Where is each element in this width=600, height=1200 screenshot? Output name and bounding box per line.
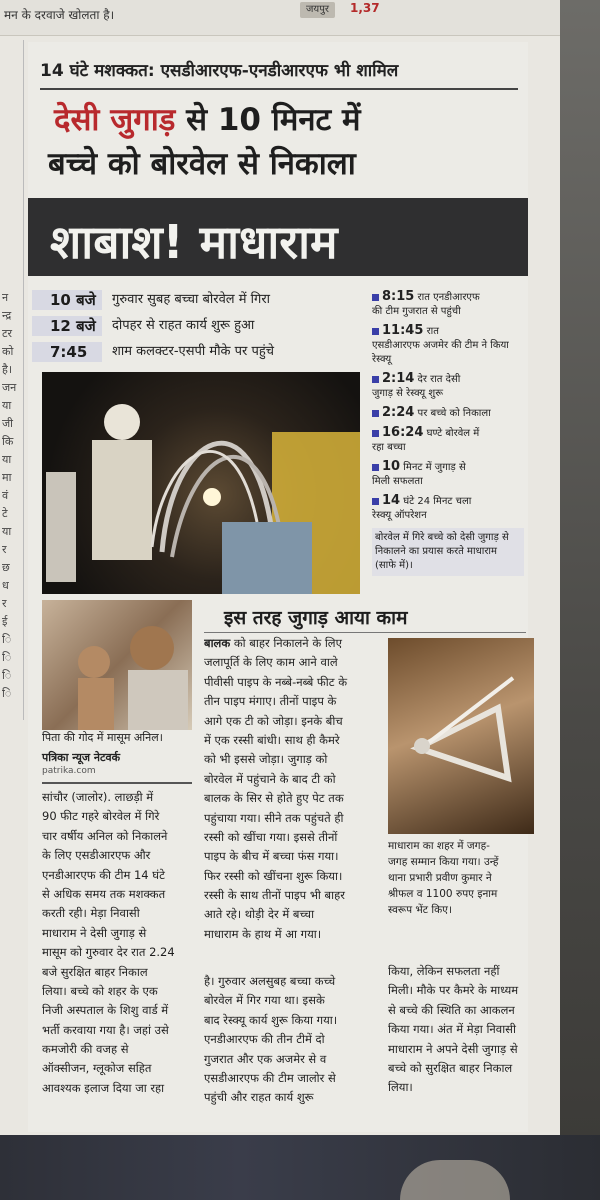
body-line: किया गया। अंत में मेड़ा निवासी xyxy=(388,1022,516,1037)
body-line: मासूम को गुरुवार देर रात 2.24 xyxy=(42,945,175,960)
page-count: 1,37 xyxy=(350,1,380,15)
square-bullet-icon xyxy=(372,376,379,383)
table-edge-right xyxy=(560,0,600,1200)
kicker-rule xyxy=(40,88,518,90)
body-line: सांचौर (जालोर). लाछड़ी में xyxy=(42,790,154,804)
right-timeline-item: 2:24 पर बच्चे को निकाला xyxy=(372,406,524,421)
edge-text: मा xyxy=(2,471,12,484)
edge-text: या xyxy=(2,525,12,538)
right-timeline-item: 11:45 रात एसडीआरएफ अजमेर की टीम ने किया रेस्क्यू xyxy=(372,323,509,365)
section-rule xyxy=(204,632,526,633)
timeline-time: 7:45 xyxy=(32,342,102,362)
top-tagline: मन के दरवाजे खोलता है। xyxy=(4,8,115,22)
body-line: निजी अस्पताल के शिशु वार्ड में xyxy=(42,1003,169,1018)
body-line: पहुंचाया गया। सीने तक पहुंचते ही xyxy=(204,810,344,825)
body-line-text: को बाहर निकालने के लिए xyxy=(230,636,342,650)
body-line: है। गुरुवार अलसुबह बच्चा कच्चे xyxy=(204,974,336,988)
body-line: मिली। मौके पर कैमरे के माध्यम xyxy=(388,983,519,998)
headline-line-1 xyxy=(54,100,524,140)
edge-text: र xyxy=(2,543,7,556)
table-edge-bottom xyxy=(0,1135,600,1200)
body-line: को भी इससे जोड़ा। जुगाड़ को xyxy=(204,752,328,767)
timeline-desc: गुरुवार सुबह बच्चा बोरवेल में गिरा xyxy=(112,292,271,307)
main-story xyxy=(28,42,528,1132)
body-line: पीवीसी पाइप के नब्बे-नब्बे फीट के xyxy=(204,674,348,689)
body-line: से अधिक समय तक मशक्कत xyxy=(42,886,166,901)
body-line: जलापूर्ति के लिए काम आने वाले xyxy=(204,655,338,670)
pipe-photo-caption xyxy=(388,838,534,918)
body-line: फिर रस्सी को खींचना शुरू किया। xyxy=(204,868,343,883)
body-line: बजे सुरक्षित बाहर निकाल xyxy=(42,964,148,979)
edge-text: टर xyxy=(2,327,13,340)
edge-text: जी xyxy=(2,417,14,430)
edge-text: जन xyxy=(2,381,17,394)
caption-line: श्रीफल व 1100 रुपए इनाम xyxy=(388,888,498,900)
edge-text: या xyxy=(2,453,12,466)
right-timeline-item: 10 मिनट में जुगाड़ से मिली सफलता xyxy=(372,459,466,487)
body-line: लिया। बच्चे को शहर के एक xyxy=(42,983,158,998)
rescue-scene-illustration xyxy=(42,372,360,594)
byline: पत्रिका न्यूज नेटवर्क xyxy=(42,751,121,764)
edge-text: ि xyxy=(2,633,12,646)
edge-text: कि xyxy=(2,435,14,448)
body-line: बाद रेस्क्यू कार्य शुरू किया गया। xyxy=(204,1012,338,1027)
square-bullet-icon xyxy=(372,294,379,301)
caption-line: थाना प्रभारी प्रवीण कुमार ने xyxy=(388,872,492,884)
caption-line: स्वरूप भेंट किए। xyxy=(388,904,452,916)
edge-text: वं xyxy=(2,489,9,502)
right-timeline-item: 14 घंटे 24 मिनट चला रेस्क्यू ऑपरेशन xyxy=(372,493,472,521)
body-line: आवश्यक इलाज दिया जा रहा xyxy=(42,1080,165,1095)
body-line: पहुंची और राहत कार्य शुरू xyxy=(204,1090,314,1105)
body-line: एनडीआरएफ की टीम 14 घंटे xyxy=(42,867,165,882)
edge-text: ध xyxy=(2,579,9,592)
father-child-illustration xyxy=(42,600,192,730)
body-line: लिया। xyxy=(388,1080,413,1095)
body-line: पाइप के बीच में बच्चा फंस गया। xyxy=(204,849,339,864)
edge-text: ि xyxy=(2,687,12,700)
body-line: में एक रस्सी बांधी। साथ ही कैमरे xyxy=(204,732,340,747)
body-line: भर्ती करवाया गया है। जहां उसे xyxy=(42,1022,169,1037)
lead-word: बालक xyxy=(204,636,231,650)
body-line: एनडीआरएफ की तीन टीमें दो xyxy=(204,1032,325,1047)
body-column-a xyxy=(42,788,200,1098)
timeline-row xyxy=(32,316,362,336)
body-column-d xyxy=(388,962,528,1098)
body-line: बच्चे को सुरक्षित बाहर निकाल xyxy=(388,1060,513,1075)
body-line: के लिए एसडीआरएफ और xyxy=(42,848,151,863)
shabash-text: शाबाश! माधाराम xyxy=(50,215,338,269)
shabash-banner xyxy=(28,198,528,276)
square-bullet-icon xyxy=(372,498,379,505)
body-line: माधाराम के हाथ में आ गया। xyxy=(204,926,322,941)
body-line: किया, लेकिन सफलता नहीं xyxy=(388,964,500,978)
right-timeline-item: 2:14 देर रात देसी जुगाड़ से रेस्क्यू शुरू xyxy=(372,371,461,399)
body-line: करती रही। मेड़ा निवासी xyxy=(42,906,140,921)
byline-rule xyxy=(42,782,192,784)
headline-red-part: देसी जुगाड़ xyxy=(54,102,176,138)
pipe-jugaad-photo xyxy=(388,638,534,834)
edge-text: र xyxy=(2,597,7,610)
pipe-device-illustration xyxy=(388,638,534,834)
timeline-desc: दोपहर से राहत कार्य शुरू हुआ xyxy=(112,318,255,333)
body-line: से बच्चे की स्थिति का आकलन xyxy=(388,1002,515,1017)
rescue-photo xyxy=(42,372,360,594)
square-bullet-icon xyxy=(372,410,379,417)
square-bullet-icon xyxy=(372,430,379,437)
body-line: एसडीआरएफ की टीम जालोर से xyxy=(204,1070,336,1085)
right-timeline-item: 8:15 रात एनडीआरएफ की टीम गुजरात से पहुंची xyxy=(372,289,480,317)
headline-line-2: बच्चे को बोरवेल से निकाला xyxy=(48,146,356,182)
timeline-desc: शाम कलक्टर-एसपी मौके पर पहुंचे xyxy=(112,344,275,359)
square-bullet-icon xyxy=(372,328,379,335)
edge-text: या xyxy=(2,399,12,412)
edge-text: टे xyxy=(2,507,8,520)
body-line: रस्सी को खींचा गया। इससे तीनों xyxy=(204,829,338,844)
body-line: कमजोरी की वजह से xyxy=(42,1042,129,1057)
section-title: इस तरह जुगाड़ आया काम xyxy=(224,607,408,629)
body-line: बोरवेल में पहुंचाने के बाद टी को xyxy=(204,771,336,786)
edge-text: ि xyxy=(2,669,12,682)
square-bullet-icon xyxy=(372,464,379,471)
headline-rest: से 10 मिनट में xyxy=(175,102,361,138)
edge-text: ई xyxy=(2,615,8,628)
body-line: ऑक्सीजन, ग्लूकोज सहित xyxy=(42,1061,152,1076)
edge-text: छ xyxy=(2,561,10,574)
body-line: रस्सी के साथ तीनों पाइप भी बाहर xyxy=(204,888,345,903)
body-line: तीन पाइप मंगाए। तीनों पाइप के xyxy=(204,694,337,709)
body-line: बोरवेल में गिर गया था। इसके xyxy=(204,993,325,1008)
timeline-time: 12 बजे xyxy=(32,316,102,336)
right-timeline-item: 16:24 घण्टे बोरवेल में रहा बच्चा xyxy=(372,425,480,453)
edge-text: है। xyxy=(2,363,13,376)
body-line: आते रहे। थोड़ी देर में बच्चा xyxy=(204,907,315,922)
top-banner xyxy=(0,0,560,36)
child-photo-caption: पिता की गोद में मासूम अनिल। xyxy=(42,731,163,744)
edition-badge: जयपुर xyxy=(300,2,335,18)
timeline-time: 10 बजे xyxy=(32,290,102,310)
byline-site: patrika.com xyxy=(42,766,96,776)
body-line: गुजरात और एक अजमेर से व xyxy=(204,1051,327,1066)
caption-line: माधाराम का शहर में जगह- xyxy=(388,840,490,852)
body-line: आगे एक टी को जोड़ा। इनके बीच xyxy=(204,713,343,728)
child-photo xyxy=(42,600,192,730)
story-kicker: 14 घंटे मशक्कत: एसडीआरएफ-एनडीआरएफ भी शामिल xyxy=(40,61,399,81)
edge-text: को xyxy=(2,345,14,358)
timeline-row xyxy=(32,290,362,310)
body-line: बालक के सिर से होते हुए पेट तक xyxy=(204,791,344,806)
body-line xyxy=(204,634,384,653)
rescue-photo-caption: बोरवेल में गिरे बच्चे को देसी जुगाड़ से निकालने का प्रयास करते माधाराम (साफे में)। xyxy=(372,528,524,576)
edge-text: ि xyxy=(2,651,12,664)
body-line: माधाराम ने देसी जुगाड़ से xyxy=(42,925,147,940)
body-line: माधाराम ने अपने देसी जुगाड़ से xyxy=(388,1041,518,1056)
body-column-c xyxy=(204,972,380,1108)
caption-line: जगह सम्मान किया गया। उन्हें xyxy=(388,856,499,868)
left-edge-column xyxy=(0,40,24,720)
body-column-b xyxy=(204,634,384,944)
body-line: 90 फीट गहरे बोरवेल में गिरे xyxy=(42,809,160,824)
body-line: चार वर्षीय अनिल को निकालने xyxy=(42,828,168,843)
timeline-row xyxy=(32,342,362,362)
edge-text: न xyxy=(2,291,9,304)
edge-text: न्द्र xyxy=(2,309,12,322)
